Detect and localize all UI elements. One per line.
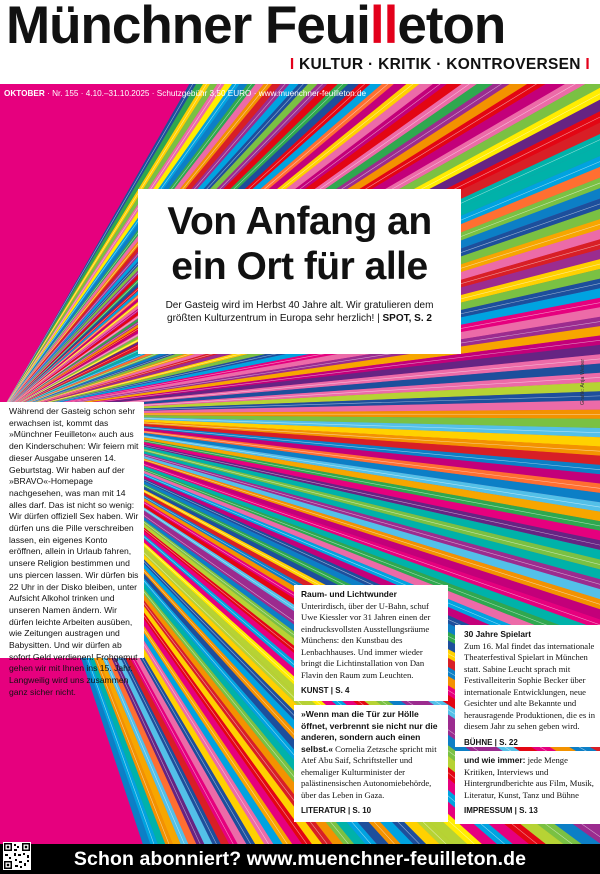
masthead-title: Münchner Feuilleton xyxy=(6,0,505,58)
teaser-raum-ref: KUNST | S. 4 xyxy=(301,686,350,695)
teaser-literatur[interactable] xyxy=(294,705,448,822)
teaser-raum-headline: Raum- und Lichtwunder xyxy=(301,589,397,599)
teaser-literatur-ref: LITERATUR | S. 10 xyxy=(301,806,372,815)
teaser-spielart-ref: BÜHNE | S. 22 xyxy=(464,737,518,747)
qr-code-icon[interactable] xyxy=(3,842,31,870)
tagline-separator: · xyxy=(368,56,374,73)
teaser-wie-immer-body: jede Menge Kritiken, Interviews und Hintergrundberichte aus Film, Musik, Literatur, Kunst, Tanz und Bühne xyxy=(464,755,594,800)
teaser-spielart[interactable] xyxy=(455,625,600,747)
tagline-item-kritik: KRITIK xyxy=(378,56,432,73)
teaser-literatur-quote: »Wenn man die Tür zur Hölle öffnet, verbrennt sie nicht nur die anderen, sondern auch einen selbst.« xyxy=(301,709,438,754)
subscribe-banner-text: Schon abonniert? www.muenchner-feuilleton.de xyxy=(73,848,527,870)
image-credit: Grafik: Anja Weber xyxy=(580,358,586,405)
teaser-raum[interactable] xyxy=(294,585,448,701)
intro-text: Während der Gasteig schon sehr erwachsen ist, kommt das »Münchner Feuilleton« auch aus den Kinderschuhen: Wir feiern mit dieser Ausgabe unseren 14. Geburtstag. Wir haben auf der »BRAVO«-Homepage nachgesehen, was man mit 14 alles darf. Das ist nicht so wenig: Wir dürfen offiziell Sex haben. Wir dürfen uns die Pille verschreiben lassen, ein eigenes Konto eröffnen, allein in Urlaub fahren, unsere Religion bestimmen und uns piercen lassen. Wir dürfen bis 22 Uhr in der Disko bleiben, unter Aufsicht Alkohol trinken und unseren Namen ändern. Wir dürfen leichte Arbeiten ausüben, wie Zeitungen austragen und Babysitten. Und wir dürfen ab sofort Geld verdienen! Frohgemut gehen wir mit Ihnen ins 15. Jahr. Langweilig wird uns zusammen ganz sicher nicht. xyxy=(9,406,139,697)
hero-headline: Von Anfang an ein Ort für alle xyxy=(167,200,432,288)
tagline-separator: · xyxy=(436,56,442,73)
tagline-item-kontroversen: KONTROVERSEN xyxy=(446,56,581,73)
teaser-wie-immer[interactable] xyxy=(455,751,600,824)
teaser-literatur-body: Cornelia Zetzsche spricht mit Atef Abu Saif, Schriftsteller und ehemaliger Kulturminister der palästinensischen Autonomiebehörde, über das Leben in Gaza. xyxy=(301,743,437,800)
teaser-spielart-headline: 30 Jahre Spielart xyxy=(464,629,532,639)
intro-text-box xyxy=(0,402,144,697)
teaser-raum-body: Unterirdisch, über der U-Bahn, schuf Uwe Kiessler vor 31 Jahren einen der eindrucksvollsten Ausstellungsräume Münchens: den Kunstbau des Lenbachhauses. Und immer wieder bringt die Lichtinstallation von Dan Flavin den Raum zum Leuchten. xyxy=(301,600,431,680)
issue-line: OKTOBER · Nr. 155 · 4.10.–31.10.2025 · Schutzgebühr 3,50 EURO · www.muenchner-feuilleton.de xyxy=(4,89,367,98)
hero-deck: Der Gasteig wird im Herbst 40 Jahre alt. Wir gratulieren dem größten Kulturzentrum in Europa sehr herzlich! | SPOT, S. 2 xyxy=(165,300,434,324)
masthead-title-accent: ll xyxy=(369,0,398,55)
teaser-wie-immer-ref: IMPRESSUM | S. 13 xyxy=(464,806,538,815)
hero-box xyxy=(138,189,461,354)
teaser-wie-immer-headline: und wie immer: xyxy=(464,755,526,765)
hero-page-ref: SPOT, S. 2 xyxy=(382,313,432,324)
tagline-item-kultur: KULTUR xyxy=(299,56,364,73)
teaser-spielart-body: Zum 16. Mal findet das internationale Theaterfestival Spielart in München statt. Sabine Leucht sprach mit Festivalleiterin Sophie Becker über internationale Entwicklungen, neue Gesichter und alte Bekannte und herausragende Produktionen, die es in diesem Jahr zu sehen geben wird. xyxy=(464,640,596,731)
masthead xyxy=(0,0,600,56)
masthead-tagline: I KULTUR · KRITIK · KONTROVERSEN I xyxy=(289,56,590,73)
subscribe-banner[interactable] xyxy=(0,844,600,874)
